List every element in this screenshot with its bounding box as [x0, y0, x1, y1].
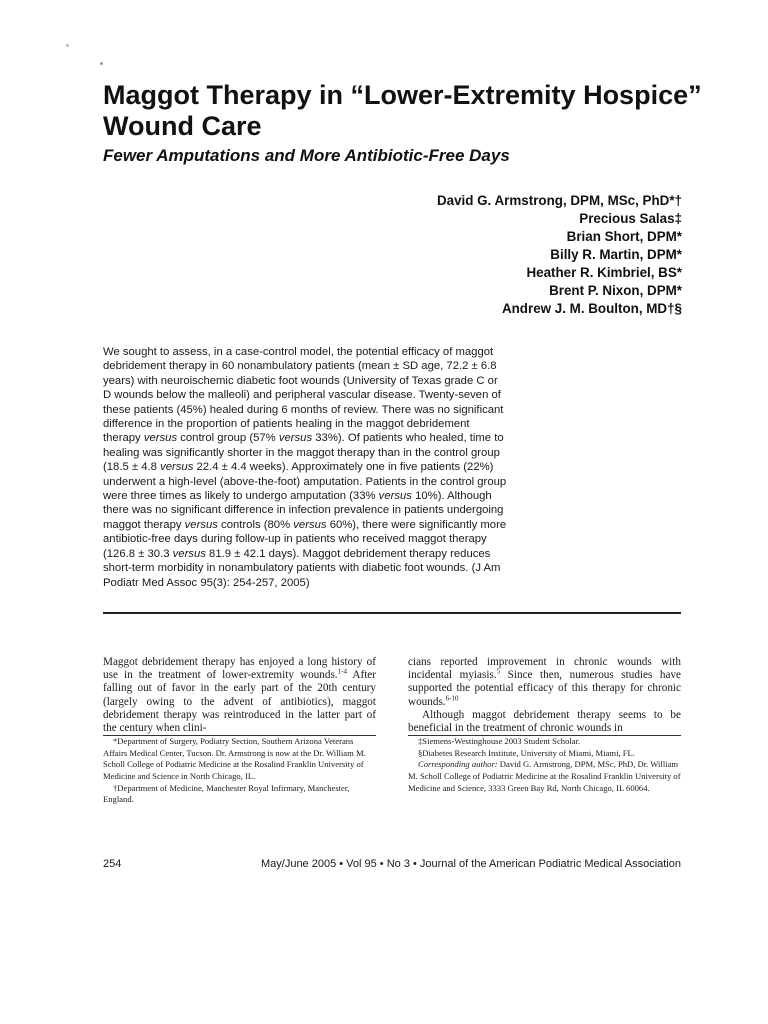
section-divider — [103, 612, 681, 614]
footnote-affiliation: †Department of Medicine, Manchester Royal Infirmary, Manchester, England. — [103, 782, 350, 805]
author-name: Billy R. Martin, DPM* — [550, 247, 682, 262]
abstract — [103, 345, 508, 590]
citation-ref: 5 — [496, 667, 501, 676]
footnote-affiliation: §Diabetes Research Institute, University of Miami, Miami, FL. — [418, 747, 635, 758]
author-name: Andrew J. M. Boulton, MD†§ — [501, 301, 682, 316]
abstract-text: 33%). Of patients who healed, time to healing was significantly shorter in the maggot therapy than in the control group (18.5 ± 4.8 — [103, 432, 504, 474]
body-text: After falling out of favor in the early part of the 20th century (largely owing to the advent of antibiotics), maggot debridement therapy was reintroduced in the latter part of the century when clini- — [103, 669, 376, 735]
abstract-italic: versus — [293, 518, 327, 531]
abstract-italic: versus — [160, 461, 194, 474]
abstract-text: 60%), there were significantly more antibiotic-free days during follow-up in patients who received maggot therapy (126.8 ± 30.3 — [103, 518, 507, 560]
correspondence-label: Corresponding author: — [418, 759, 498, 770]
abstract-text: control group (57% — [177, 432, 279, 445]
author-name: David G. Armstrong, DPM, MSc, PhD*† — [436, 193, 682, 208]
article-title: Maggot Therapy in “Lower-Extremity Hospice” Wound Care — [103, 80, 702, 141]
abstract-text: We sought to assess, in a case-control model, the potential efficacy of maggot debridement therapy in 60 nonambulatory patients (mean ± SD age, 72.2 ± 6.8 years) with neuroischemic diabetic foot wounds (University of Texas grade C or D wounds below the malleoli) and peripheral vascular disease. Twenty-seven of these patients (45%) healed during 6 months of review. There was no significant difference in the proportion of patients healing in the maggot debridement therapy — [103, 346, 504, 445]
abstract-italic: versus — [184, 518, 218, 531]
footnotes-left — [103, 736, 376, 806]
citation-ref: 6-10 — [445, 693, 459, 702]
abstract-text: 81.9 ± 42.1 days). Maggot debridement therapy reduces short-term morbidity in nonambulatory patients with diabetic foot wounds. (J Am Podiatr Med Assoc 95(3): 254-257, 2005) — [103, 547, 501, 589]
footnote-correspondence — [408, 759, 681, 794]
body-text: Maggot debridement therapy has enjoyed a long history of use in the treatment of lower-extremity wounds. — [103, 656, 376, 682]
abstract-text: 22.4 ± 4.4 weeks). Approximately one in five patients (22%) underwent a high-level (above-the-foot) amputation. Patients in the control group were three times as likely to undergo amputation (33% — [103, 461, 507, 503]
author-name: Brent P. Nixon, DPM* — [549, 283, 682, 298]
author-list — [262, 192, 682, 318]
body-paragraph: Although maggot debridement therapy seems to be beneficial in the treatment of chronic wounds in — [408, 708, 681, 735]
author-name: Precious Salas‡ — [579, 211, 682, 226]
body-text: Since then, numerous studies have supported the potential efficacy of this therapy for chronic wounds. — [408, 669, 681, 708]
correspondence-text: David G. Armstrong, DPM, MSc, PhD, Dr. William M. Scholl College of Podiatric Medicine at the Rosalind Franklin University of Medicine and Science, 3333 Green Bay Rd, North Chicago, IL 60064. — [408, 759, 681, 793]
body-paragraph — [408, 656, 681, 709]
body-text: cians reported improvement in chronic wounds with incidental myiasis. — [408, 656, 681, 682]
author-name: Heather R. Kimbriel, BS* — [526, 265, 682, 280]
author-name: Brian Short, DPM* — [566, 229, 682, 244]
journal-citation: May/June 2005 • Vol 95 • No 3 • Journal of the American Podiatric Medical Association — [260, 858, 681, 870]
citation-ref: 1-4 — [337, 667, 347, 676]
footnotes-right — [408, 736, 681, 794]
article-subtitle: Fewer Amputations and More Antibiotic-Free Days — [103, 146, 510, 165]
abstract-italic: versus — [143, 432, 178, 445]
abstract-italic: versus — [172, 547, 206, 560]
page-number: 254 — [103, 858, 122, 870]
abstract-italic: versus — [378, 490, 412, 503]
body-column-right — [408, 656, 681, 794]
footnote-affiliation: ‡Siemens-Westinghouse 2003 Student Scholar. — [418, 736, 581, 747]
body-paragraph — [103, 656, 376, 735]
scan-speck — [100, 62, 103, 65]
abstract-text: controls (80% — [217, 518, 294, 531]
body-column-left — [103, 656, 376, 806]
abstract-italic: versus — [278, 432, 313, 445]
abstract-text: 10%). Although there was no significant difference in infection prevalence in patients undergoing maggot therapy — [103, 490, 504, 531]
scan-speck — [66, 44, 69, 47]
footnote-affiliation: *Department of Surgery, Podiatry Section, Southern Arizona Veterans Affairs Medical Center, Tucson. Dr. Armstrong is now at the Dr. William M. Scholl College of Podiatric Medicine at the Rosalind Franklin University of Medicine and Science in North Chicago, IL. — [103, 736, 366, 781]
